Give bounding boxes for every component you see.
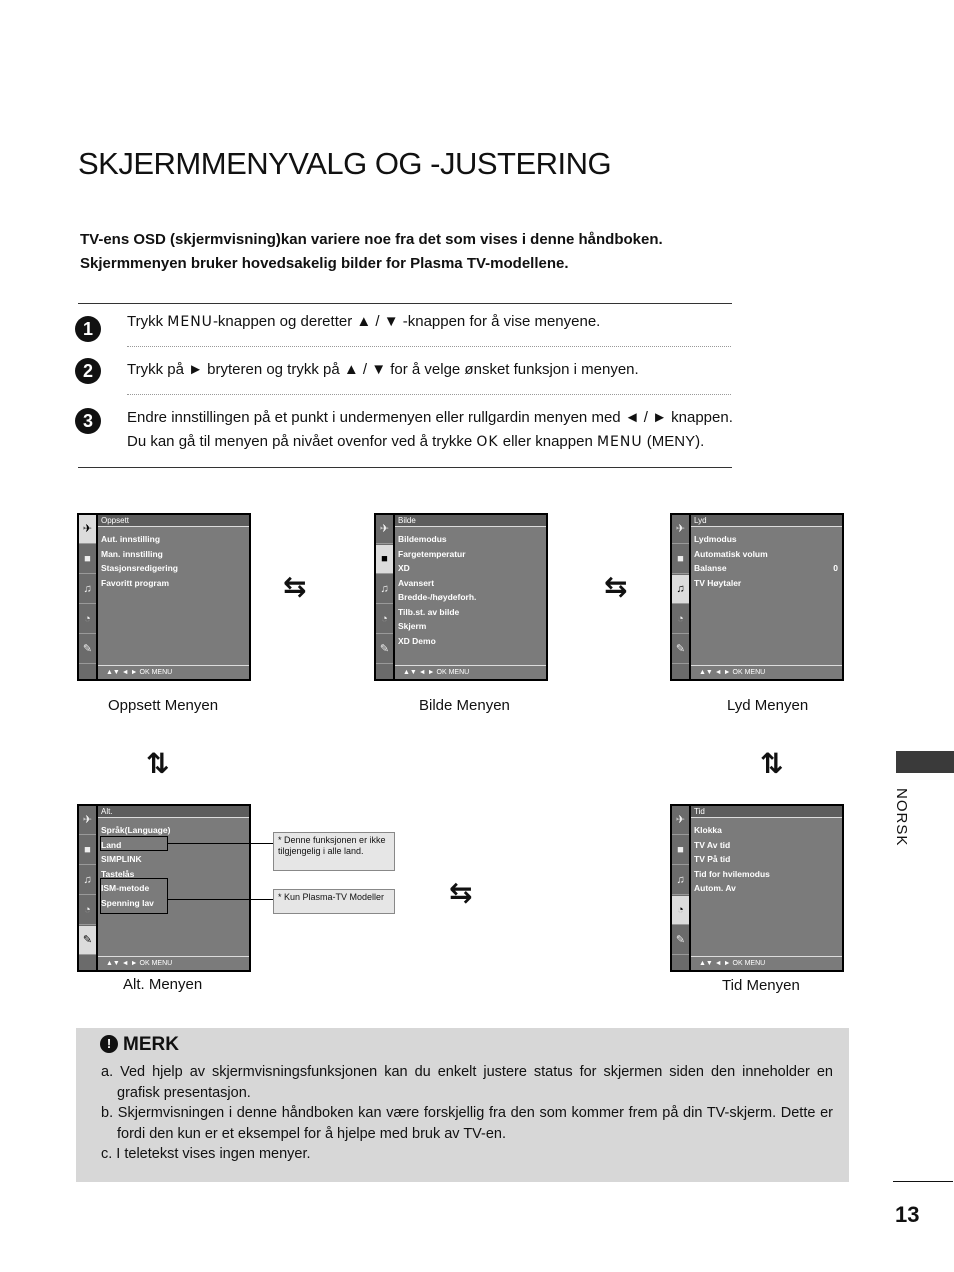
satellite-icon: ✈ — [79, 515, 96, 544]
clock-icon: ◔ — [376, 605, 393, 634]
menu-item: Språk(Language) — [101, 825, 171, 835]
menu-oppsett — [77, 513, 251, 681]
balance-value: 0 — [833, 563, 838, 573]
step-1-text — [127, 310, 600, 334]
step-divider-1 — [127, 346, 731, 347]
sound-icon: ♫ — [79, 575, 96, 604]
clock-icon: ◔ — [79, 896, 96, 925]
menu-item: TV Høytaler — [694, 577, 742, 588]
menu-icon-column — [79, 515, 96, 679]
menu-bilde — [374, 513, 548, 681]
menu-item: Klokka — [694, 825, 722, 835]
swap-arrows-icon: ⇆ — [449, 877, 473, 908]
picture-icon: ■ — [376, 545, 393, 574]
intro-text — [80, 228, 663, 276]
menu-footer: ▲▼ ◄ ► OK MENU — [691, 665, 842, 679]
step-1-pre: Trykk — [127, 313, 168, 330]
menu-icon-column — [672, 515, 689, 679]
caption-oppsett: Oppsett Menyen — [108, 697, 219, 714]
menu-item: TV Av tid — [694, 839, 731, 850]
menu-icon-column — [79, 806, 96, 970]
menu-header: Tid — [691, 806, 842, 818]
step-1-post: -knappen og deretter ▲ / ▼ -knappen for å vise menyene. — [212, 313, 601, 330]
option-icon: ✎ — [672, 635, 689, 664]
menu-item: Tastelås — [101, 868, 135, 879]
option-icon: ✎ — [672, 926, 689, 955]
note-plasma: * Kun Plasma-TV Modeller — [273, 889, 395, 914]
connector-line — [167, 843, 273, 844]
menu-lyd — [670, 513, 844, 681]
step-3-pre: Du kan gå til menyen på nivået ovenfor ved å trykke — [127, 433, 477, 450]
menu-icon-column — [672, 806, 689, 970]
menu-item: Land — [101, 839, 122, 850]
menu-footer: ▲▼ ◄ ► OK MENU — [691, 956, 842, 970]
picture-icon: ■ — [79, 545, 96, 574]
page-title: SKJERMMENYVALG OG -JUSTERING — [78, 146, 612, 181]
menu-item-balanse — [694, 561, 838, 576]
menu-item: XD — [398, 563, 410, 573]
picture-icon: ■ — [79, 836, 96, 865]
page-number: 13 — [895, 1202, 920, 1227]
menu-items — [398, 532, 542, 648]
menu-icon-column — [376, 515, 393, 679]
step-3-post: (MENY). — [642, 433, 705, 450]
menu-item: Bildemodus — [398, 534, 447, 544]
menu-item: Man. innstilling — [101, 548, 163, 559]
step-3-mid: eller knappen — [498, 433, 597, 450]
caption-bilde: Bilde Menyen — [419, 697, 510, 714]
vertical-swap-arrows-icon: ⇅ — [146, 748, 170, 779]
menu-item: Aut. innstilling — [101, 534, 161, 544]
menu-key-2: MENU — [596, 434, 643, 450]
page-number-rule — [893, 1181, 953, 1182]
note-title — [100, 1034, 179, 1056]
note-list — [101, 1062, 833, 1165]
sound-icon: ♫ — [672, 866, 689, 895]
menu-item: Bredde-/høydeforh. — [398, 592, 477, 602]
menu-items — [101, 532, 245, 590]
menu-header: Oppsett — [98, 515, 249, 527]
menu-footer: ▲▼ ◄ ► OK MENU — [98, 956, 249, 970]
step-3-number: 3 — [75, 408, 101, 434]
clock-icon: ◔ — [672, 896, 689, 925]
menu-item: Tid for hvilemodus — [694, 868, 770, 879]
note-land: * Denne funksjonen er ikke tilgjengelig i alle land. — [273, 832, 395, 871]
menu-panel — [98, 515, 249, 679]
note-item-c: c. I teletekst vises ingen menyer. — [101, 1146, 311, 1162]
step-1-number: 1 — [75, 316, 101, 342]
caption-tid: Tid Menyen — [722, 977, 800, 994]
language-tab — [896, 751, 954, 773]
satellite-icon: ✈ — [376, 515, 393, 544]
note-item-a: a. Ved hjelp av skjermvisningsfunksjonen kan du enkelt justere status for skjermen siden den inneholder en grafisk presentasjon. — [101, 1064, 833, 1101]
menu-item: Autom. Av — [694, 883, 736, 893]
step-3-line-2 — [127, 430, 704, 454]
option-icon: ✎ — [376, 635, 393, 664]
menu-item: TV På tid — [694, 854, 731, 864]
menu-header: Lyd — [691, 515, 842, 527]
menu-item-label: Balanse — [694, 563, 727, 573]
menu-item: Tilb.st. av bilde — [398, 606, 460, 617]
menu-header: Alt. — [98, 806, 249, 818]
menu-items — [694, 823, 838, 896]
steps-bottom-rule — [78, 467, 732, 468]
swap-arrows-icon: ⇆ — [283, 571, 307, 602]
menu-item: Stasjonsredigering — [101, 563, 178, 573]
caption-lyd: Lyd Menyen — [727, 697, 809, 714]
menu-panel — [395, 515, 546, 679]
menu-item: Lydmodus — [694, 534, 737, 544]
satellite-icon: ✈ — [79, 806, 96, 835]
intro-line-1: TV-ens OSD (skjermvisning)kan variere noe fra det som vises i denne håndboken. — [80, 231, 663, 248]
step-2-number: 2 — [75, 358, 101, 384]
note-item-b: b. Skjermvisningen i denne håndboken kan være forskjellig fra den som kommer frem på din TV-skjerm. Dette er fordi den kun er et eksempel for å hjelpe med bruk av TV-en. — [101, 1105, 833, 1142]
sound-icon: ♫ — [672, 575, 689, 604]
step-divider-2 — [127, 394, 731, 395]
swap-arrows-icon: ⇆ — [604, 571, 628, 602]
menu-item: Skjerm — [398, 621, 427, 631]
menu-item: Favoritt program — [101, 577, 170, 588]
menu-item: Automatisk volum — [694, 548, 768, 559]
menu-panel — [691, 806, 842, 970]
menu-item: ISM-metode — [101, 883, 150, 893]
menu-item: Fargetemperatur — [398, 548, 466, 559]
clock-icon: ◔ — [79, 605, 96, 634]
sound-icon: ♫ — [79, 866, 96, 895]
ism-highlight-box — [100, 878, 168, 914]
satellite-icon: ✈ — [672, 806, 689, 835]
caption-alt: Alt. Menyen — [123, 976, 203, 993]
option-icon: ✎ — [79, 635, 96, 664]
step-2-text: Trykk på ► bryteren og trykk på ▲ / ▼ for å velge ønsket funksjon i menyen. — [127, 361, 639, 378]
step-3-line-1: Endre innstillingen på et punkt i undermenyen eller rullgardin menyen med ◄ / ► knappen. — [127, 409, 733, 426]
steps-top-rule — [78, 303, 732, 304]
intro-line-2: Skjermmenyen bruker hovedsakelig bilder for Plasma TV-modellene. — [80, 255, 569, 272]
menu-item: SIMPLINK — [101, 854, 142, 864]
satellite-icon: ✈ — [672, 515, 689, 544]
picture-icon: ■ — [672, 836, 689, 865]
menu-item: XD Demo — [398, 635, 436, 646]
note-title-text: MERK — [123, 1034, 179, 1055]
menu-key: MENU — [167, 314, 213, 330]
land-highlight-box — [100, 836, 168, 851]
menu-item: Spenning lav — [101, 897, 154, 908]
exclamation-icon: ! — [100, 1035, 118, 1053]
language-label: NORSK — [893, 788, 910, 847]
connector-line — [167, 899, 273, 900]
picture-icon: ■ — [672, 545, 689, 574]
menu-footer: ▲▼ ◄ ► OK MENU — [395, 665, 546, 679]
menu-items — [694, 532, 838, 590]
ok-key: OK — [476, 434, 499, 450]
menu-panel — [691, 515, 842, 679]
sound-icon: ♫ — [376, 575, 393, 604]
menu-item: Avansert — [398, 577, 435, 588]
menu-header: Bilde — [395, 515, 546, 527]
option-icon: ✎ — [79, 926, 96, 955]
menu-footer: ▲▼ ◄ ► OK MENU — [98, 665, 249, 679]
clock-icon: ◔ — [672, 605, 689, 634]
vertical-swap-arrows-icon: ⇅ — [760, 748, 784, 779]
menu-tid — [670, 804, 844, 972]
